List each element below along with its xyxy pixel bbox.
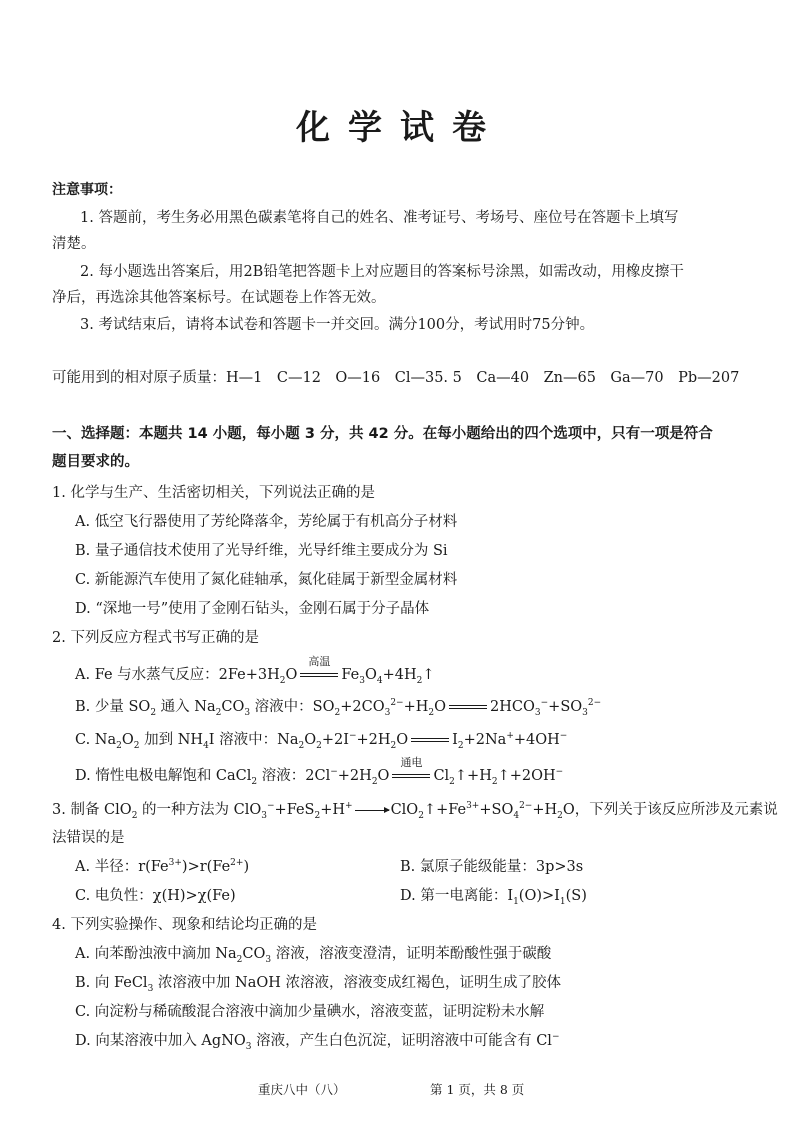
q2-option-b: B. 少量 $SO_2$ 通入 $Na_2CO_3$ 溶液中：$SO_2+2CO_3^{2-}+H_2O$ $2HCO_3^-+SO_3^{2-}$ [75,698,602,718]
notice-heading: 注意事项： [52,182,122,198]
q3-option-b: B. 氯原子能级能量：3p>3s [400,859,584,875]
q1-option-b: B. 量子通信技术使用了光导纤维，光导纤维主要成分为 Si [75,543,448,559]
notice-item-1b: 清楚。 [52,236,96,252]
q4-option-b: B. 向 FeCl$_3$ 浓溶液中加 NaOH 浓溶液，溶液变成红褐色，证明生成了胶体 [75,975,562,994]
footer-page-number: 第 1 页，共 8 页 [430,1082,525,1097]
atomic-masses: 可能用到的相对原子质量：H—1 C—12 O—16 Cl—35. 5 Ca—40 Zn—65 Ga—70 Pb—207 [52,370,740,386]
q3-option-c: C. 电负性：χ(H)>χ(Fe) [75,888,236,904]
notice-item-3: 3. 考试结束后，请将本试卷和答题卡一并交回。满分100分，考试用时75分钟。 [80,317,595,333]
q1-option-a: A. 低空飞行器使用了芳纶降落伞，芳纶属于有机高分子材料 [75,514,458,530]
section1-heading-b: 题目要求的。 [52,454,139,470]
q1-option-d: D. “深地一号”使用了金刚石钻头，金刚石属于分子晶体 [75,601,430,617]
q3-stem-b: 法错误的是 [52,830,125,846]
q4-option-d: D. 向某溶液中加入 AgNO$_3$ 溶液，产生白色沉淀，证明溶液中可能含有 Cl− [75,1032,560,1052]
q3-option-d: D. 第一电离能：$I_1(O)>I_1(S)$ [400,888,587,907]
q3-stem-a: 3. 制备 ClO$_2$ 的一种方法为 ClO$_3$−+FeS$_2$+H+ $ClO_2↑+Fe^{3+}+SO_4^{2-}+H_2O$，下列关于该反应所涉及元素说 [52,801,778,821]
notice-item-1a: 1. 答题前，考生务必用黑色碳素笔将自己的姓名、准考证号、考场号、座位号在答题卡上填写 [80,210,679,226]
page-title: 化学试卷 [296,108,504,148]
q4-option-c: C. 向淀粉与稀硫酸混合溶液中滴加少量碘水，溶液变蓝，证明淀粉未水解 [75,1004,545,1020]
section1-heading-a: 一、选择题：本题共 14 小题，每小题 3 分，共 42 分。在每小题给出的四个选项中，只有一项是符合 [52,426,713,442]
q1-stem: 1. 化学与生产、生活密切相关，下列说法正确的是 [52,485,375,501]
footer-school: 重庆八中（八） [258,1082,346,1097]
q2-option-c: C. $Na_2O_2$ 加到 $NH_4I$ 溶液中：$Na_2O_2+2I^-+2H_2O$ $I_2+2Na^++4OH^-$ [75,731,568,751]
q4-option-a: A. 向苯酚浊液中滴加 $Na_2CO_3$ 溶液，溶液变澄清，证明苯酚酸性强于碳酸 [75,946,552,965]
notice-item-2b: 净后，再选涂其他答案标号。在试题卷上作答无效。 [52,290,386,306]
q2-option-d: D. 惰性电极电解饱和 CaCl$_2$ 溶液：$2Cl^-+2H_2O$ 通电 $Cl_2↑+H_2↑+2OH^-$ [75,756,564,787]
q1-option-c: C. 新能源汽车使用了氮化硅轴承，氮化硅属于新型金属材料 [75,572,458,588]
q3-option-a: A. 半径：$r(Fe^{3+})>r(Fe^{2+})$ [75,858,250,875]
notice-item-2a: 2. 每小题选出答案后，用2B铅笔把答题卡上对应题目的答案标号涂黑，如需改动，用橡皮擦干 [80,264,684,280]
q4-stem: 4. 下列实验操作、现象和结论均正确的是 [52,917,317,933]
q2-option-a: A. Fe 与水蒸气反应：$2Fe+3H_2O$ 高温 $Fe_3O_4+4H_2↑$ [75,655,435,686]
q2-stem: 2. 下列反应方程式书写正确的是 [52,630,259,646]
